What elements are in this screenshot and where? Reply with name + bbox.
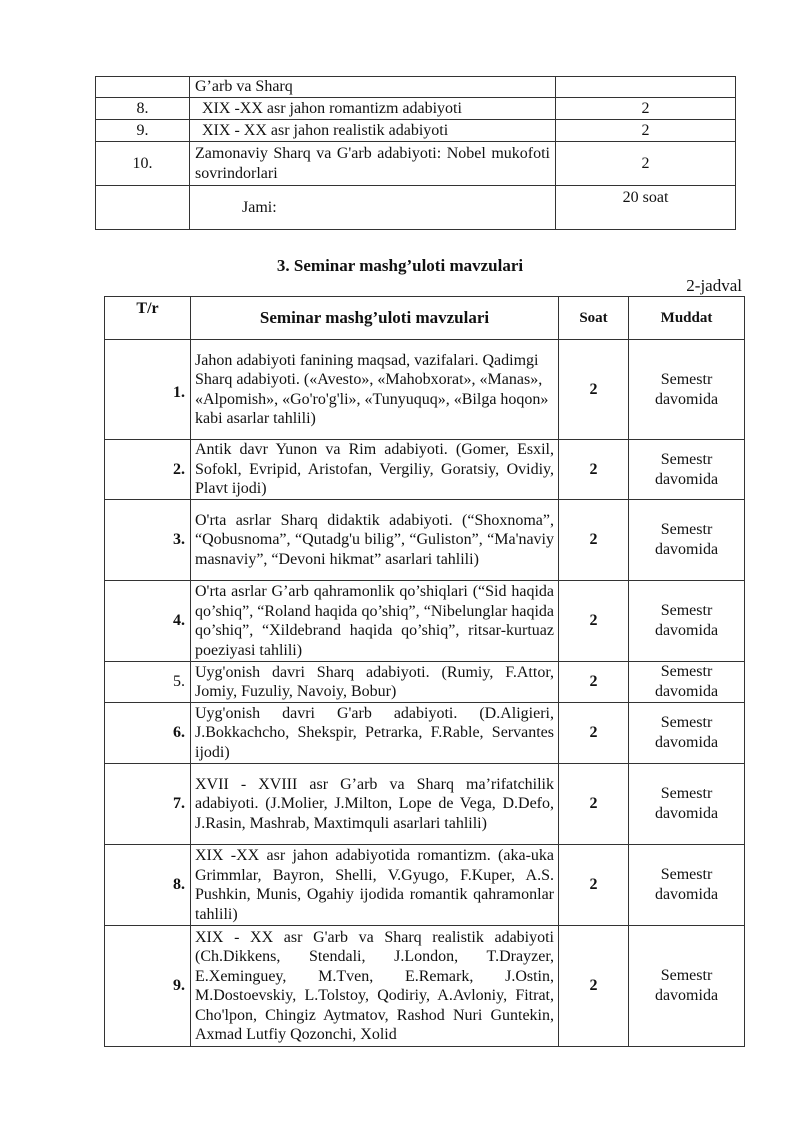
table-row — [105, 500, 745, 581]
row-hours: 2 — [556, 120, 736, 142]
row-number: 5. — [105, 662, 191, 703]
row-soat: 2 — [559, 340, 629, 440]
row-topic: Antik davr Yunon va Rim adabiyoti. (Gomer, Esxil, Sofokl, Evripid, Aristofan, Vergiliy, Goratsiy, Ovidiy, Plavt ijodi) — [191, 440, 559, 500]
row-muddat: Semestr davomida — [629, 662, 745, 703]
row-topic: O'rta asrlar G’arb qahramonlik qo’shiqlari (“Sid haqida qo’shiq”, “Roland haqida qo’shiq”, “Nibelunglar haqida qo’shiq”, “Xildebrand haqida qo’shiq”, ritsar-kurtuaz poeziyasi tahlili) — [191, 581, 559, 662]
row-number: 6. — [105, 703, 191, 764]
header-number: T/r — [105, 297, 191, 340]
header-topic: Seminar mashg’uloti mavzulari — [191, 297, 559, 340]
row-number: 1. — [105, 340, 191, 440]
row-number — [96, 186, 190, 230]
row-topic: Jahon adabiyoti fanining maqsad, vazifalari. Qadimgi Sharq adabiyoti. («Avesto», «Mahobxorat», «Manas», «Alpomish», «Go'ro'g'li», «Tunyuquq», «Bilga hoqon» kabi asarlar tahlili) — [191, 340, 559, 440]
row-number: 8. — [96, 98, 190, 120]
row-muddat: Semestr davomida — [629, 340, 745, 440]
row-topic: O'rta asrlar Sharq didaktik adabiyoti. (“Shoxnoma”, “Qobusnoma”, “Qutadg'u bilig”, “Guliston”, “Ma'naviy masnaviy”, “Devoni hikmat” asarlari tahlili) — [191, 500, 559, 581]
row-muddat: Semestr davomida — [629, 845, 745, 926]
row-topic: XVII - XVIII asr G’arb va Sharq ma’rifatchilik adabiyoti. (J.Molier, J.Milton, Lope de Vega, D.Defo, J.Rasin, Mashrab, Maxtimquli asarlari tahlili) — [191, 764, 559, 845]
row-topic: Uyg'onish davri Sharq adabiyoti. (Rumiy, F.Attor, Jomiy, Fuzuliy, Navoiy, Bobur) — [191, 662, 559, 703]
table-row — [105, 764, 745, 845]
table-row — [105, 703, 745, 764]
row-soat: 2 — [559, 440, 629, 500]
header-muddat: Muddat — [629, 297, 745, 340]
row-muddat: Semestr davomida — [629, 926, 745, 1047]
row-number: 9. — [105, 926, 191, 1047]
table-row — [105, 845, 745, 926]
row-soat: 2 — [559, 703, 629, 764]
row-topic: XIX - XX asr G'arb va Sharq realistik adabiyoti (Ch.Dikkens, Stendali, J.London, T.Drayzer, E.Xeminguey, M.Tven, E.Remark, J.Ostin, M.Dostoevskiy, L.Tolstoy, Qodiriy, A.Avloniy, Fitrat, Cho'lpon, Chingiz Aytmatov, Rashod Nuri Guntekin, Axmad Lutfiy Qozonchi, Xolid — [191, 926, 559, 1047]
total-hours: 20 soat — [556, 186, 736, 230]
table-row — [105, 926, 745, 1047]
table-row — [105, 340, 745, 440]
total-label: Jami: — [190, 186, 556, 230]
row-muddat: Semestr davomida — [629, 581, 745, 662]
header-soat: Soat — [559, 297, 629, 340]
row-muddat: Semestr davomida — [629, 500, 745, 581]
row-soat: 2 — [559, 500, 629, 581]
row-number: 7. — [105, 764, 191, 845]
row-number: 10. — [96, 142, 190, 186]
table-row — [105, 581, 745, 662]
row-soat: 2 — [559, 926, 629, 1047]
row-soat: 2 — [559, 845, 629, 926]
row-number: 2. — [105, 440, 191, 500]
total-row — [96, 186, 736, 230]
lecture-hours-table — [95, 76, 736, 230]
table-row — [96, 120, 736, 142]
table-header-row — [105, 297, 745, 340]
row-number: 3. — [105, 500, 191, 581]
row-topic: Zamonaviy Sharq va G'arb adabiyoti: Nobel mukofoti sovrindorlari — [190, 142, 556, 186]
table-row — [96, 142, 736, 186]
row-topic: XIX -XX asr jahon adabiyotida romantizm. (aka-uka Grimmlar, Bayron, Shelli, V.Gyugo, F.Kuper, A.S. Pushkin, Munis, Ogahiy ijodida romantik qahramonlar tahlili) — [191, 845, 559, 926]
row-hours — [556, 77, 736, 98]
row-number — [96, 77, 190, 98]
row-number: 4. — [105, 581, 191, 662]
row-muddat: Semestr davomida — [629, 703, 745, 764]
table-row — [96, 98, 736, 120]
row-soat: 2 — [559, 581, 629, 662]
table-row — [96, 77, 736, 98]
row-number: 9. — [96, 120, 190, 142]
row-soat: 2 — [559, 764, 629, 845]
row-hours: 2 — [556, 142, 736, 186]
row-soat: 2 — [559, 662, 629, 703]
row-muddat: Semestr davomida — [629, 764, 745, 845]
row-number: 8. — [105, 845, 191, 926]
row-muddat: Semestr davomida — [629, 440, 745, 500]
section-title: 3. Seminar mashg’uloti mavzulari — [276, 256, 524, 275]
table-label: 2-jadval — [686, 276, 742, 295]
row-topic: XIX - XX asr jahon realistik adabiyoti — [190, 120, 556, 142]
row-topic: XIX -XX asr jahon romantizm adabiyoti — [190, 98, 556, 120]
row-topic: G’arb va Sharq — [190, 77, 556, 98]
table-row — [105, 440, 745, 500]
row-hours: 2 — [556, 98, 736, 120]
row-topic: Uyg'onish davri G'arb adabiyoti. (D.Aligieri, J.Bokkachcho, Shekspir, Petrarka, F.Rable, Servantes ijodi) — [191, 703, 559, 764]
table-row — [105, 662, 745, 703]
seminar-topics-table — [104, 296, 745, 1047]
